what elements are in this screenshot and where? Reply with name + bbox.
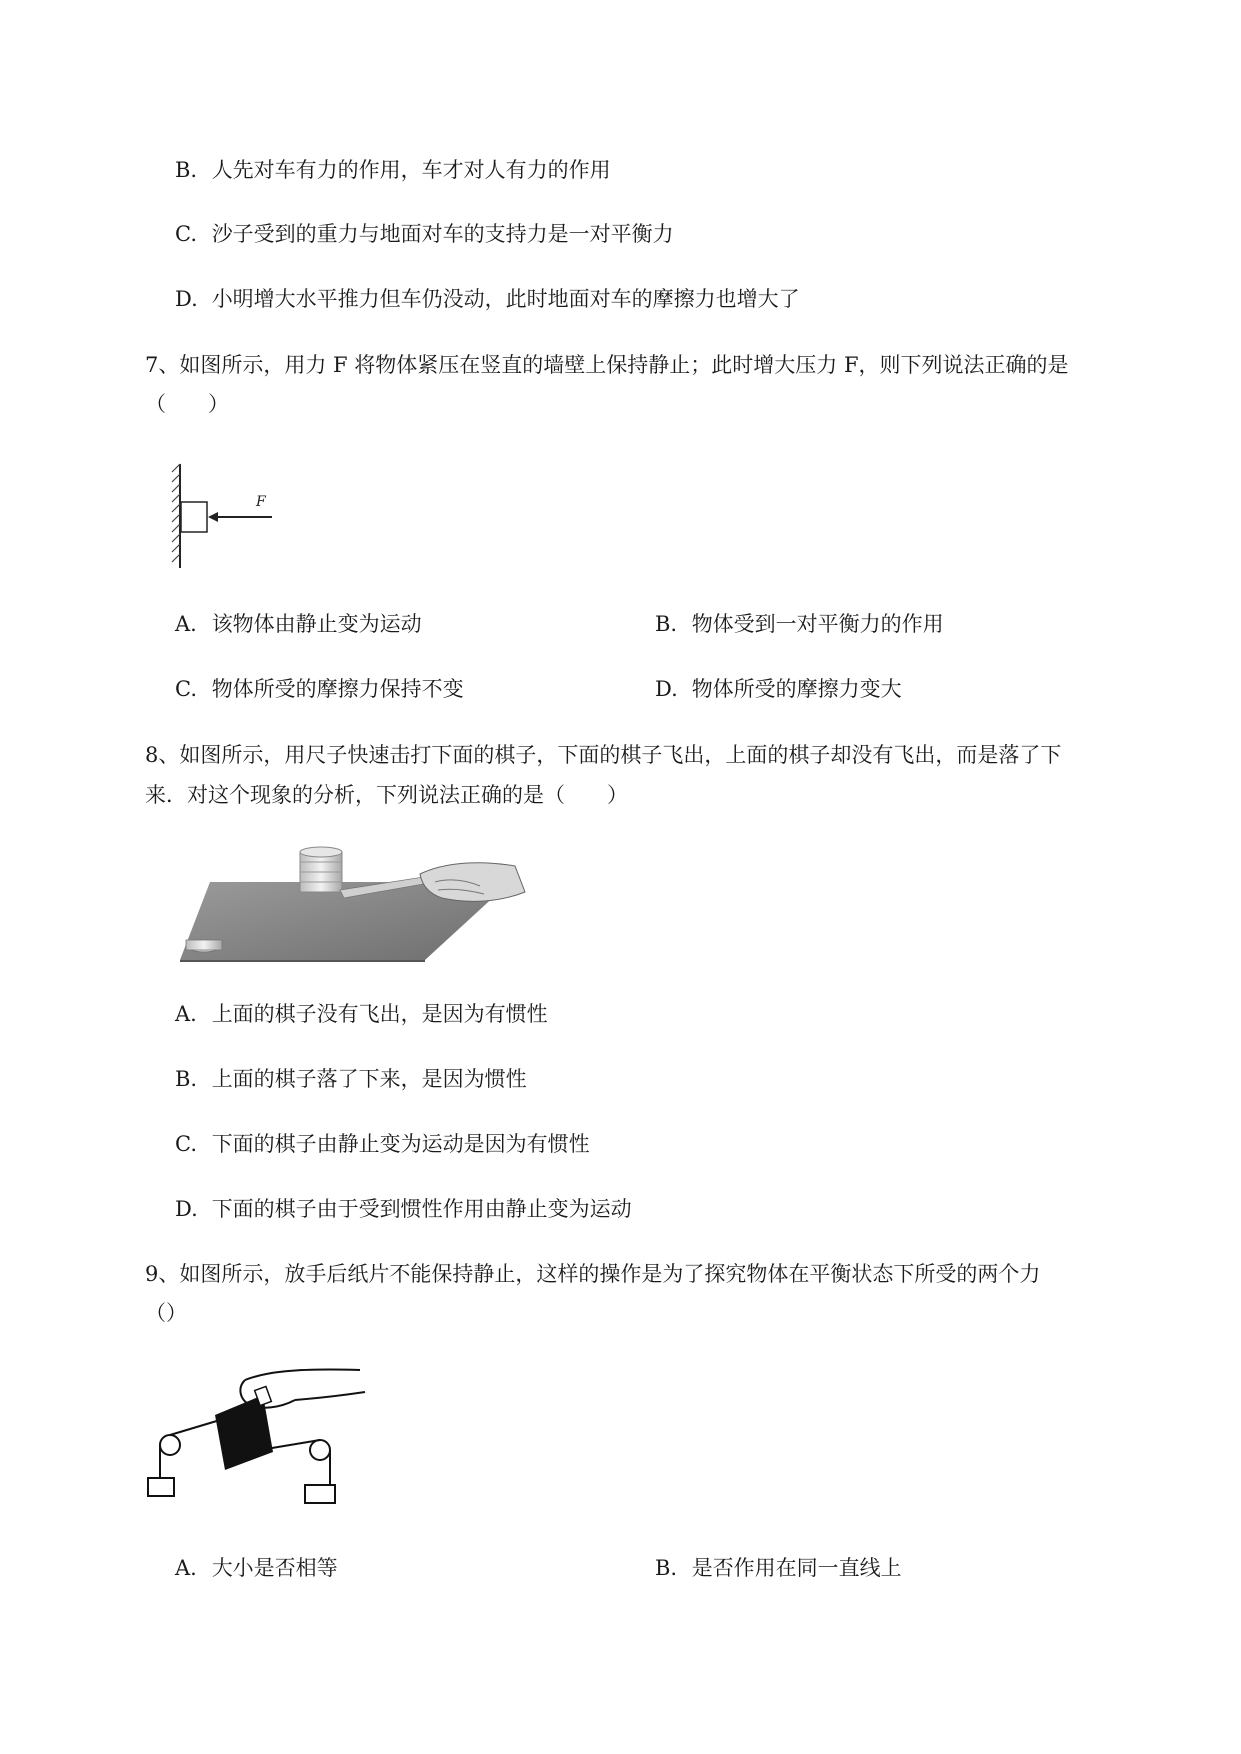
q6-option-c	[175, 219, 674, 249]
option-text: 物体所受的摩擦力保持不变	[211, 677, 464, 701]
block	[181, 502, 207, 532]
q9-stem-line2: （）	[145, 1301, 187, 1325]
option-text: 下面的棋子由静止变为运动是因为有惯性	[211, 1132, 590, 1156]
option-text: 大小是否相等	[211, 1556, 338, 1580]
left-pulley	[160, 1435, 180, 1455]
q8-stem-line2: 来．对这个现象的分析，下列说法正确的是（ ）	[145, 783, 628, 807]
option-label: C.	[175, 677, 197, 701]
q8-option-d	[175, 1194, 632, 1224]
board-edge	[180, 960, 425, 962]
option-text: 是否作用在同一直线上	[691, 1556, 902, 1580]
left-weight	[148, 1478, 174, 1496]
option-text: 小明增大水平推力但车仍没动，此时地面对车的摩擦力也增大了	[211, 287, 800, 311]
option-text: 上面的棋子没有飞出，是因为有惯性	[211, 1002, 548, 1026]
q9-paper-pulley-figure	[145, 1360, 370, 1520]
q8-option-c	[175, 1129, 590, 1159]
option-text: 物体受到一对平衡力的作用	[691, 612, 944, 636]
option-text: 沙子受到的重力与地面对车的支持力是一对平衡力	[211, 222, 674, 246]
option-text: 下面的棋子由于受到惯性作用由静止变为运动	[211, 1197, 632, 1221]
q8-stem-line1: 8、如图所示，用尺子快速击打下面的棋子，下面的棋子飞出，上面的棋子却没有飞出，而是落了下	[145, 743, 1062, 767]
option-label: A.	[175, 612, 197, 636]
q7-stem-line1: 7、如图所示，用力 F 将物体紧压在竖直的墙壁上保持静止；此时增大压力 F，则下列说法正确的是	[145, 353, 1069, 377]
option-label: D.	[175, 1197, 198, 1221]
q8-option-a	[175, 999, 548, 1029]
force-label: F	[256, 494, 266, 510]
option-label: C.	[175, 222, 197, 246]
option-label: A.	[175, 1556, 197, 1580]
option-label: C.	[175, 1132, 197, 1156]
chess-stack	[300, 847, 342, 892]
force-arrow-head	[208, 512, 218, 522]
right-weight	[305, 1485, 335, 1503]
option-label: A.	[175, 1002, 197, 1026]
q7-option-c	[175, 674, 464, 704]
q7-wall-block-figure	[168, 462, 278, 570]
option-label: D.	[175, 287, 198, 311]
q9-stem-line1: 9、如图所示，放手后纸片不能保持静止，这样的操作是为了探究物体在平衡状态下所受的两个力	[145, 1262, 1041, 1286]
left-string	[170, 1420, 220, 1435]
q9-option-a	[175, 1553, 338, 1583]
q7-option-a	[175, 609, 422, 639]
wall-hatching	[172, 464, 180, 562]
option-text: 上面的棋子落了下来，是因为惯性	[211, 1067, 527, 1091]
option-text: 该物体由静止变为运动	[211, 612, 422, 636]
option-label: B.	[175, 158, 198, 182]
option-label: B.	[175, 1067, 198, 1091]
paper-card	[215, 1395, 273, 1470]
option-text: 人先对车有力的作用，车才对人有力的作用	[211, 158, 611, 182]
q9-option-b	[655, 1553, 902, 1583]
q6-option-b	[175, 155, 611, 185]
right-pulley	[310, 1440, 330, 1460]
option-label: B.	[655, 612, 678, 636]
q7-option-b	[655, 609, 944, 639]
q7-option-d	[655, 674, 902, 704]
option-text: 物体所受的摩擦力变大	[691, 677, 902, 701]
option-label: D.	[655, 677, 678, 701]
q8-option-b	[175, 1064, 527, 1094]
option-label: B.	[655, 1556, 678, 1580]
q7-stem-line2: （ ）	[145, 392, 229, 416]
q8-chess-pieces-figure	[180, 842, 545, 962]
q6-option-d	[175, 284, 800, 314]
